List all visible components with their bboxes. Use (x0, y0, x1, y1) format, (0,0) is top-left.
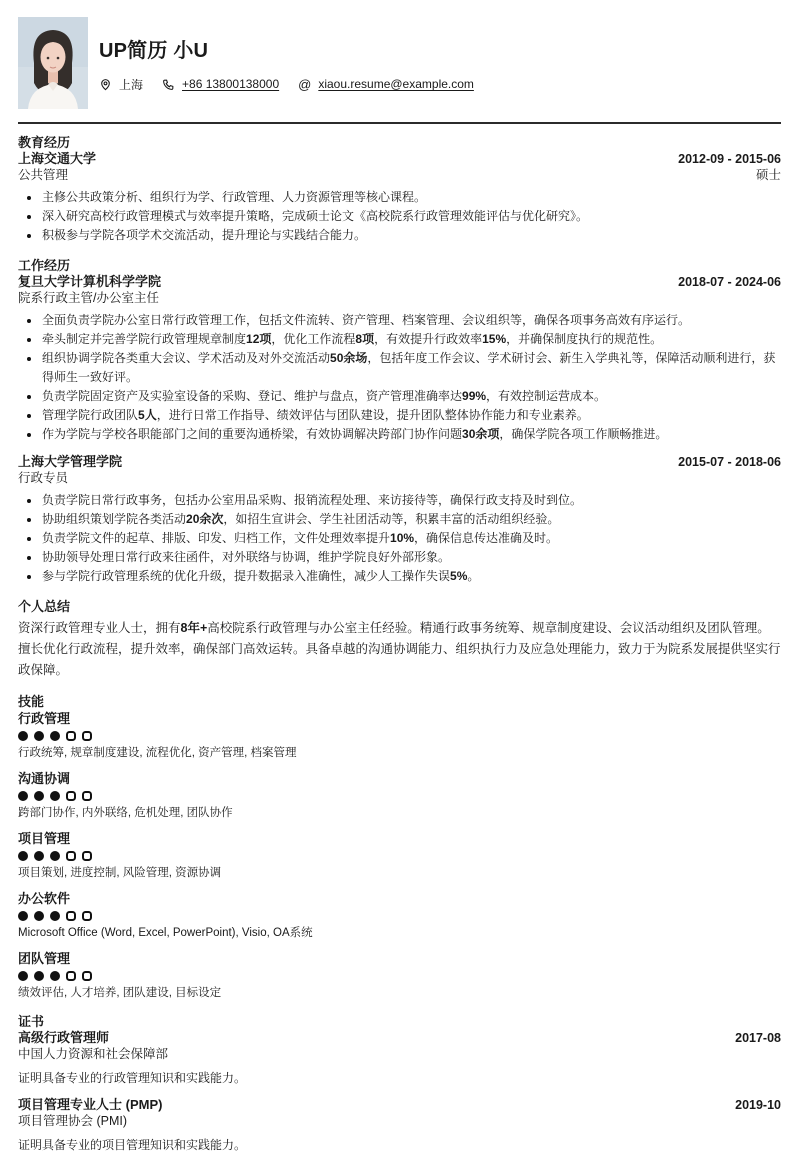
skill-dot-filled (34, 851, 44, 861)
resume-header (18, 16, 781, 110)
bullet-item: 作为学院与学校各职能部门之间的重要沟通桥梁，有效协调解决跨部门协作问题30余项，确保学院各项工作顺畅推进。 (42, 425, 781, 444)
bullet-item: 协助组织策划学院各类活动20余次，如招生宣讲会、学生社团活动等，积累丰富的活动组织经验。 (42, 510, 781, 529)
summary-text: 资深行政管理专业人士，拥有8年+高校院系行政管理与办公室主任经验。精通行政事务统筹、规章制度建设、会议活动组织及团队管理。擅长优化行政流程，提升效率，确保部门高效运转。具备卓越的沟通协调能力、组织执行力及应急处理能力，致力于为院系发展提供坚实行政保障。 (18, 621, 781, 677)
entry-bullets (18, 188, 781, 245)
education-entries (18, 151, 781, 245)
skill-dot-filled (50, 731, 60, 741)
skill-keywords: 项目策划, 进度控制, 风险管理, 资源协调 (18, 867, 222, 879)
entry-date: 2018-07 - 2024-06 (678, 275, 781, 289)
skill-dot-empty (82, 911, 92, 921)
resume-entry (18, 454, 781, 586)
email-link[interactable]: xiaou.resume@example.com (318, 77, 474, 91)
location-text: 上海 (119, 77, 144, 92)
resume-entry (18, 151, 781, 245)
skill-keywords: Microsoft Office (Word, Excel, PowerPoint), Visio, OA系统 (18, 927, 313, 939)
skill-dot-empty (82, 731, 92, 741)
bullet-item: 负责学院日常行政事务，包括办公室用品采购、报销流程处理、来访接待等，确保行政支持及时到位。 (42, 491, 781, 510)
skill-dot-empty (66, 971, 76, 981)
bullet-item: 组织协调学院各类重大会议、学术活动及对外交流活动50余场，包括年度工作会议、学术研讨会、新生入学典礼等，保障活动顺利进行，获得师生一致好评。 (42, 349, 781, 387)
skill-keywords: 绩效评估, 人才培养, 团队建设, 目标设定 (18, 987, 222, 999)
certificate-header-row (18, 1030, 781, 1046)
skill-dot-empty (66, 911, 76, 921)
skill-item (18, 890, 781, 941)
entry-header-row (18, 274, 781, 290)
entry-sub-row (18, 167, 781, 183)
skill-rating (18, 968, 781, 984)
at-icon: @ (298, 76, 312, 92)
bullet-item: 深入研究高校行政管理模式与效率提升策略，完成硕士论文《高校院系行政管理效能评估与优化研究》。 (42, 207, 781, 226)
certificate-item (18, 1097, 781, 1153)
skills-title: 技能 (18, 694, 45, 709)
bullet-item: 全面负责学院办公室日常行政管理工作，包括文件流转、资产管理、档案管理、会议组织等，确保各项事务高效有序运行。 (42, 311, 781, 330)
header-text (99, 34, 474, 93)
skill-dot-filled (18, 971, 28, 981)
certificate-name: 高级行政管理师 (18, 1030, 110, 1045)
bullet-item: 负责学院文件的起草、排版、印发、归档工作，文件处理效率提升10%，确保信息传达准确及时。 (42, 529, 781, 548)
work-entries (18, 274, 781, 586)
skill-name: 行政管理 (18, 711, 71, 726)
skill-dot-filled (50, 851, 60, 861)
entry-header-row (18, 151, 781, 167)
skill-dot-filled (18, 791, 28, 801)
section-work (18, 257, 781, 586)
bullet-item: 管理学院行政团队5人，进行日常工作指导、绩效评估与团队建设，提升团队整体协作能力和专业素养。 (42, 406, 781, 425)
bullet-item: 参与学院行政管理系统的优化升级，提升数据录入准确性，减少人工操作失误5%。 (42, 567, 781, 586)
bullet-item: 积极参与学院各项学术交流活动，提升理论与实践结合能力。 (42, 226, 781, 245)
header-divider (18, 122, 781, 124)
skill-dot-filled (34, 791, 44, 801)
phone-icon (162, 78, 175, 91)
entry-subtitle: 公共管理 (18, 168, 69, 182)
skill-dot-filled (50, 791, 60, 801)
resume-entry (18, 274, 781, 444)
skill-item (18, 950, 781, 1001)
skill-item (18, 770, 781, 821)
phone-link[interactable]: +86 13800138000 (182, 77, 280, 91)
summary-title: 个人总结 (18, 599, 71, 614)
contact-row (99, 76, 474, 93)
certificate-item (18, 1030, 781, 1086)
certificate-date: 2017-08 (735, 1031, 781, 1045)
entry-bullets (18, 311, 781, 444)
skill-dot-empty (66, 791, 76, 801)
profile-photo (18, 17, 88, 109)
entry-header-row (18, 454, 781, 470)
skill-name: 团队管理 (18, 951, 71, 966)
certificate-description: 证明具备专业的行政管理知识和实践能力。 (18, 1071, 247, 1085)
skills-list (18, 710, 781, 1001)
profile-photo-illustration (18, 17, 88, 109)
skill-rating (18, 908, 781, 924)
skill-dot-filled (50, 971, 60, 981)
work-title: 工作经历 (18, 258, 71, 273)
bullet-item: 主修公共政策分析、组织行为学、行政管理、人力资源管理等核心课程。 (42, 188, 781, 207)
skill-dot-filled (50, 911, 60, 921)
education-title: 教育经历 (18, 135, 71, 150)
skill-rating (18, 788, 781, 804)
entry-sub-row (18, 470, 781, 486)
bullet-item: 牵头制定并完善学院行政管理规章制度12项，优化工作流程8项，有效提升行政效率15%，并确保制度执行的规范性。 (42, 330, 781, 349)
skill-name: 办公软件 (18, 891, 71, 906)
skill-dot-empty (66, 851, 76, 861)
certificate-issuer: 项目管理协会 (PMI) (18, 1114, 128, 1128)
bullet-item: 协助领导处理日常行政来往函件，对外联络与协调，维护学院良好外部形象。 (42, 548, 781, 567)
entry-subtitle: 院系行政主管/办公室主任 (18, 291, 159, 305)
bullet-item: 负责学院固定资产及实验室设备的采购、登记、维护与盘点，资产管理准确率达99%，有效控制运营成本。 (42, 387, 781, 406)
skill-item (18, 710, 781, 761)
entry-title: 复旦大学计算机科学学院 (18, 274, 162, 289)
section-certificates (18, 1013, 781, 1153)
skill-name: 项目管理 (18, 831, 71, 846)
entry-degree: 硕士 (755, 168, 781, 182)
skill-item (18, 830, 781, 881)
section-education (18, 134, 781, 245)
skill-dot-filled (18, 731, 28, 741)
skill-name: 沟通协调 (18, 771, 71, 786)
entry-title: 上海大学管理学院 (18, 454, 123, 469)
skill-dot-filled (34, 911, 44, 921)
certificate-description: 证明具备专业的项目管理知识和实践能力。 (18, 1138, 247, 1152)
certificates-title: 证书 (18, 1014, 45, 1029)
certificate-name: 项目管理专业人士 (PMP) (18, 1097, 163, 1112)
skill-dot-filled (18, 851, 28, 861)
skill-dot-empty (66, 731, 76, 741)
entry-title: 上海交通大学 (18, 151, 97, 166)
certificate-header-row (18, 1097, 781, 1113)
entry-subtitle: 行政专员 (18, 471, 69, 485)
entry-date: 2015-07 - 2018-06 (678, 455, 781, 469)
entry-date: 2012-09 - 2015-06 (678, 152, 781, 166)
skill-keywords: 跨部门协作, 内外联络, 危机处理, 团队协作 (18, 807, 233, 819)
skill-dot-filled (34, 731, 44, 741)
skill-dot-empty (82, 971, 92, 981)
skill-keywords: 行政统筹, 规章制度建设, 流程优化, 资产管理, 档案管理 (18, 747, 297, 759)
entry-bullets (18, 491, 781, 586)
certificates-list (18, 1030, 781, 1153)
section-skills (18, 693, 781, 1001)
skill-rating (18, 848, 781, 864)
certificate-issuer: 中国人力资源和社会保障部 (18, 1047, 169, 1061)
entry-sub-row (18, 290, 781, 306)
section-summary (18, 598, 781, 681)
skill-dot-empty (82, 851, 92, 861)
certificate-date: 2019-10 (735, 1098, 781, 1112)
skill-dot-filled (34, 971, 44, 981)
location-pin-icon (99, 78, 112, 91)
skill-dot-empty (82, 791, 92, 801)
skill-dot-filled (18, 911, 28, 921)
skill-rating (18, 728, 781, 744)
candidate-name: UP简历 小U (99, 39, 209, 62)
